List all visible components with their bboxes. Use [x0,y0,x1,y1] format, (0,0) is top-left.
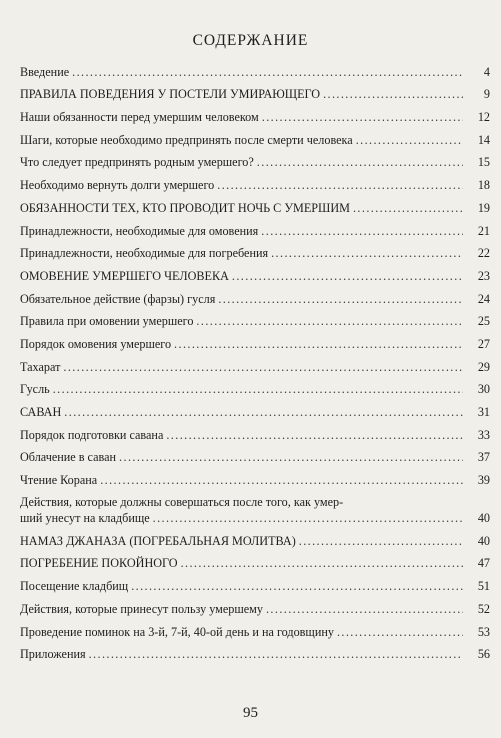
toc-entry-page: 29 [477,359,490,374]
toc-entry-page: 27 [477,336,490,351]
toc-entry[interactable] [20,306,490,329]
toc-entry-label: ший унесут на кладбище [20,511,150,526]
dot-leader [64,405,463,419]
toc-entry-page: 4 [483,64,490,79]
dot-leader [257,155,463,169]
toc-entry-label: Порядок омовения умершего [20,336,172,351]
table-of-contents [20,56,490,661]
dot-leader [262,110,463,124]
dot-leader [217,178,463,192]
toc-entry[interactable] [20,464,490,487]
toc-entry-page: 40 [477,533,490,548]
toc-entry[interactable] [20,639,490,662]
dot-leader [166,428,463,442]
toc-entry-label: Проведение поминок на 3-й, 7-й, 40-ой день и на годовщину [20,624,334,639]
page-number: 95 [243,705,258,721]
toc-entry[interactable] [20,593,490,616]
toc-entry-label: Наши обязанности перед умершим человеком [20,110,259,125]
toc-entry-label: ПОГРЕБЕНИЕ ПОКОЙНОГО [20,556,178,571]
toc-entry-page: 51 [477,579,490,594]
toc-entry-label: Действия, которые должны совершаться после того, как умер- [20,495,344,510]
toc-entry[interactable] [20,442,490,465]
toc-entry[interactable] [20,374,490,397]
toc-entry-label: Введение [20,64,70,79]
toc-entry[interactable] [20,351,490,374]
toc-entry-label: Порядок подготовки савана [20,427,164,442]
dot-leader [337,625,463,639]
dot-leader [218,292,463,306]
dot-leader [356,133,463,147]
toc-entry[interactable] [20,487,490,525]
toc-entry[interactable] [20,215,490,238]
dot-leader [196,314,463,328]
toc-entry[interactable] [20,147,490,170]
toc-entry-page: 12 [477,110,490,125]
dot-leader [181,556,463,570]
toc-entry-page: 14 [477,132,490,147]
toc-entry-page: 37 [477,450,490,465]
toc-entry[interactable] [20,238,490,261]
toc-entry-page: 21 [477,223,490,238]
dot-leader [261,224,463,238]
toc-entry[interactable] [20,548,490,571]
toc-entry-label: Шаги, которые необходимо предпринять после смерти человека [20,132,353,147]
dot-leader [174,337,463,351]
dot-leader [353,201,463,215]
toc-entry-page: 39 [477,473,490,488]
toc-entry-label: Чтение Корана [20,473,98,488]
toc-entry[interactable] [20,124,490,147]
toc-entry-label: САВАН [20,405,62,419]
dot-leader [323,87,463,101]
toc-entry[interactable] [20,283,490,306]
dot-leader [53,382,463,396]
toc-entry-label: Действия, которые принесут пользу умершему [20,601,263,616]
toc-entry-page: 47 [477,556,490,571]
toc-entry-page: 22 [477,246,490,261]
toc-entry[interactable] [20,525,490,548]
toc-entry[interactable] [20,169,490,192]
toc-entry-label: ОМОВЕНИЕ УМЕРШЕГО ЧЕЛОВЕКА [20,268,229,283]
dot-leader [100,473,463,487]
toc-entry-page: 23 [477,268,490,283]
toc-entry[interactable] [20,192,490,215]
toc-entry-label: Приложения [20,647,86,662]
toc-entry-page: 33 [477,427,490,442]
toc-entry-page: 40 [477,511,490,526]
toc-entry-page: 52 [477,601,490,616]
dot-leader [63,360,463,374]
toc-entry-label: ОБЯЗАННОСТИ ТЕХ, КТО ПРОВОДИТ НОЧЬ С УМЕРШИМ [20,200,350,215]
toc-entry-page: 9 [483,87,490,102]
toc-entry[interactable] [20,419,490,442]
toc-entry-label: Что следует предпринять родным умершего? [20,155,254,170]
dot-leader [72,65,463,79]
toc-entry-page: 15 [477,155,490,170]
dot-leader [119,450,463,464]
toc-entry[interactable] [20,570,490,593]
toc-entry-label: Гусль [20,382,50,397]
toc-entry-page: 25 [477,314,490,329]
dot-leader [232,269,463,283]
toc-entry[interactable] [20,396,490,419]
toc-entry-label: ПРАВИЛА ПОВЕДЕНИЯ У ПОСТЕЛИ УМИРАЮЩЕГО [20,87,321,102]
dot-leader [153,511,463,525]
toc-entry-page: 30 [477,382,490,397]
dot-leader [131,579,463,593]
dot-leader [271,246,463,260]
toc-entry-page: 18 [477,178,490,193]
toc-entry[interactable] [20,101,490,124]
toc-entry-label: Необходимо вернуть долги умершего [20,178,215,193]
toc-entry[interactable] [20,56,490,79]
toc-entry[interactable] [20,260,490,283]
toc-title: СОДЕРЖАНИЕ [192,32,309,49]
toc-entry[interactable] [20,616,490,639]
toc-entry-label: Правила при омовении умершего [20,314,194,329]
dot-leader [89,647,463,661]
toc-entry[interactable] [20,79,490,102]
dot-leader [299,534,463,548]
toc-entry-label: Тахарат [20,359,61,374]
toc-entry-label: НАМАЗ ДЖАНАЗА (ПОГРЕБАЛЬНАЯ МОЛИТВА) [20,533,296,548]
toc-entry-page: 24 [477,291,490,306]
toc-entry-page: 31 [477,405,490,419]
toc-entry-label: Принадлежности, необходимые для погребения [20,246,269,261]
toc-entry[interactable] [20,328,490,351]
dot-leader [266,602,463,616]
toc-entry-page: 53 [477,624,490,639]
toc-entry-label: Обязательное действие (фарзы) гусля [20,291,216,306]
toc-entry-page: 56 [477,647,490,662]
toc-entry-label: Посещение кладбищ [20,579,129,594]
toc-entry-label: Принадлежности, необходимые для омовения [20,223,259,238]
toc-entry-label: Облачение в саван [20,450,117,465]
toc-entry-page: 19 [477,200,490,215]
